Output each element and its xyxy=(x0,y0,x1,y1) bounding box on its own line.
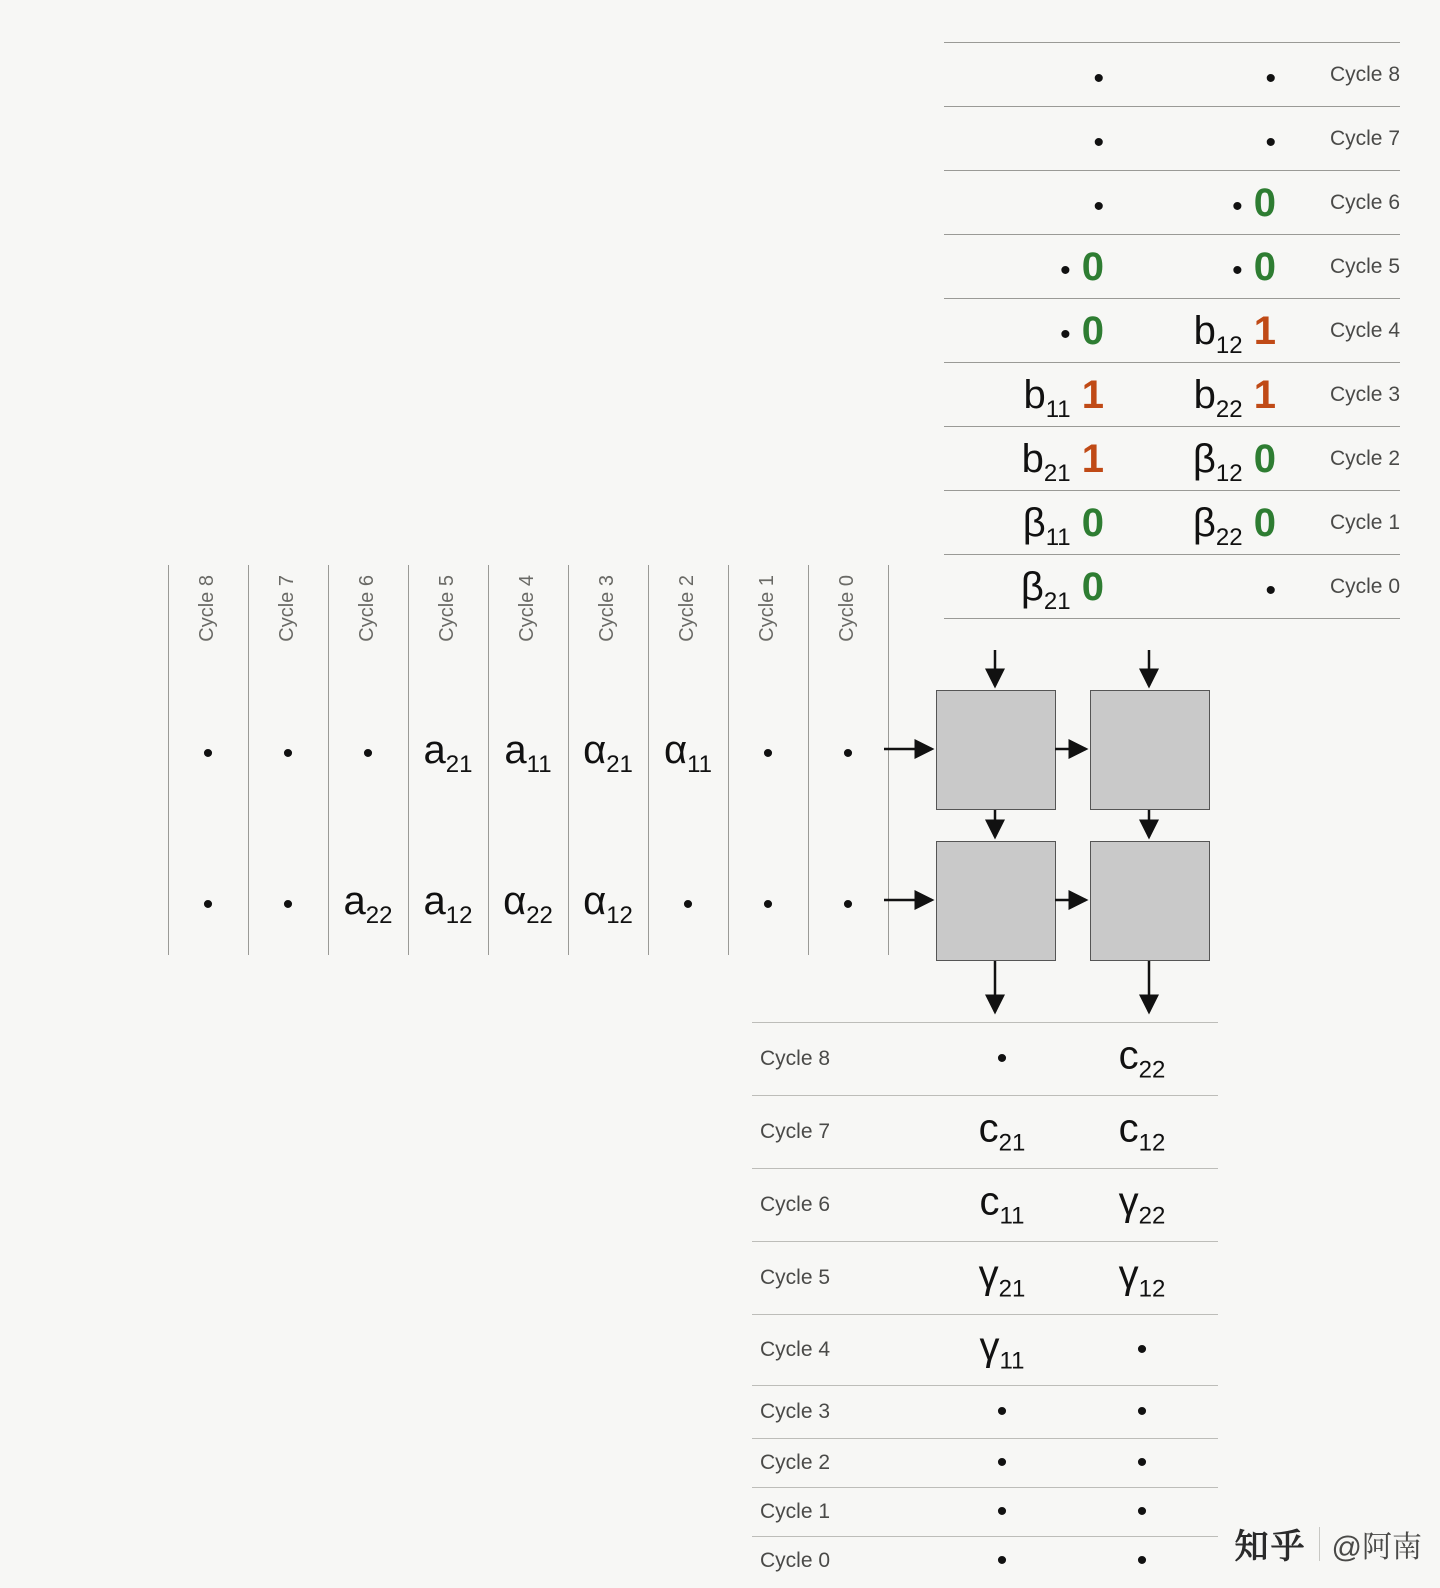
a-cycle-label: Cycle 0 xyxy=(836,575,858,642)
watermark-divider xyxy=(1319,1527,1320,1561)
c-cell-col1: • xyxy=(996,1544,1008,1577)
b-cycle-label: Cycle 6 xyxy=(1329,191,1400,214)
c-cell-col1: • xyxy=(996,1495,1008,1528)
c-cycle-label: Cycle 0 xyxy=(760,1549,831,1572)
b-table-bottom-rule xyxy=(944,618,1400,619)
c-cell-col2: • xyxy=(1136,1333,1148,1366)
a-cell-row1: • xyxy=(762,737,774,770)
a-cell-row1: • xyxy=(842,737,854,770)
c-table-row xyxy=(752,1438,1218,1487)
b-cycle-label: Cycle 1 xyxy=(1329,511,1400,534)
c-cell-col2: $c_{12}$ xyxy=(1118,1106,1166,1157)
b-cycle-label: Cycle 5 xyxy=(1329,255,1400,278)
c-cycle-label: Cycle 4 xyxy=(760,1338,831,1361)
b-cycle-label: Cycle 2 xyxy=(1329,447,1400,470)
c-cell-col2: $c_{22}$ xyxy=(1118,1033,1166,1084)
a-cell-row2: $\alpha_{12}$ xyxy=(583,879,633,929)
c-cycle-label: Cycle 7 xyxy=(760,1120,831,1143)
c-cell-col2: • xyxy=(1136,1495,1148,1528)
pe-cell-1-1 xyxy=(936,690,1056,810)
c-cycle-label: Cycle 1 xyxy=(760,1500,831,1523)
b-table-row xyxy=(944,298,1400,362)
c-cell-col1: • xyxy=(996,1395,1008,1428)
c-cycle-label: Cycle 5 xyxy=(760,1266,831,1289)
b-cell-col2: $\beta_{12}$ 0 xyxy=(1192,437,1276,487)
a-cell-row1: • xyxy=(282,737,294,770)
a-cell-row1: • xyxy=(362,737,374,770)
a-cycle-label: Cycle 5 xyxy=(436,575,458,642)
c-cell-col1: $\gamma_{21}$ xyxy=(978,1252,1026,1303)
c-cell-col1: $\gamma_{11}$ xyxy=(979,1324,1025,1375)
c-cell-col2: • xyxy=(1136,1544,1148,1577)
b-cell-col2: $b_{12}$ 1 xyxy=(1193,309,1276,359)
b-input-table xyxy=(944,42,1400,619)
c-cell-col1: $c_{21}$ xyxy=(978,1106,1026,1157)
a-cell-row2: • xyxy=(282,888,294,921)
b-table-row xyxy=(944,234,1400,298)
a-cycle-label: Cycle 8 xyxy=(196,575,218,642)
b-table-row xyxy=(944,426,1400,490)
c-table-row xyxy=(752,1022,1218,1095)
a-cell-row2: • xyxy=(682,888,694,921)
b-table-row xyxy=(944,362,1400,426)
b-cell-col2: • xyxy=(1265,574,1276,607)
c-cycle-label: Cycle 2 xyxy=(760,1451,831,1474)
c-output-table xyxy=(752,1022,1218,1585)
b-cell-col1: • 0 xyxy=(1060,245,1104,289)
a-cycle-label: Cycle 7 xyxy=(276,575,298,642)
b-cell-col1: • 0 xyxy=(1060,309,1104,353)
b-cell-col1: • xyxy=(1093,190,1104,223)
b-table-row xyxy=(944,554,1400,618)
a-cell-row2: • xyxy=(202,888,214,921)
b-cell-col2: • 0 xyxy=(1232,181,1276,225)
watermark-site: 知乎 xyxy=(1234,1528,1307,1566)
b-table-row xyxy=(944,106,1400,170)
c-table-row xyxy=(752,1385,1218,1438)
b-cell-col2: $b_{22}$ 1 xyxy=(1193,373,1276,423)
b-cell-col2: $\beta_{22}$ 0 xyxy=(1192,501,1276,551)
b-cell-col2: • xyxy=(1265,126,1276,159)
a-cell-row1: $\alpha_{21}$ xyxy=(583,728,633,778)
c-cycle-label: Cycle 8 xyxy=(760,1047,831,1070)
watermark xyxy=(1235,1519,1422,1568)
a-cycle-label: Cycle 1 xyxy=(756,575,778,642)
b-cycle-label: Cycle 7 xyxy=(1329,127,1400,150)
a-cycle-label: Cycle 3 xyxy=(596,575,618,642)
pe-cell-2-2 xyxy=(1090,841,1210,961)
b-cell-col2: • 0 xyxy=(1232,245,1276,289)
c-cell-col1: • xyxy=(996,1446,1008,1479)
c-cell-col2: $\gamma_{12}$ xyxy=(1118,1252,1166,1303)
watermark-user: @阿南 xyxy=(1331,1530,1422,1564)
a-cell-row2: $\alpha_{22}$ xyxy=(503,879,553,929)
c-table-row xyxy=(752,1241,1218,1314)
b-cell-col1: • xyxy=(1093,126,1104,159)
a-cell-row1: • xyxy=(202,737,214,770)
b-table-row xyxy=(944,490,1400,554)
a-cell-row1: $a_{21}$ xyxy=(423,728,473,778)
c-table-row xyxy=(752,1168,1218,1241)
a-cell-row2: $a_{22}$ xyxy=(343,879,393,929)
b-cycle-label: Cycle 3 xyxy=(1329,383,1400,406)
b-cell-col1: $\beta_{11}$ 0 xyxy=(1022,501,1104,551)
b-cell-col1: $b_{21}$ 1 xyxy=(1021,437,1104,487)
a-column-divider xyxy=(888,565,889,955)
b-cycle-label: Cycle 8 xyxy=(1329,63,1400,86)
b-cycle-label: Cycle 0 xyxy=(1329,575,1400,598)
c-table-row xyxy=(752,1314,1218,1385)
c-cell-col1: $c_{11}$ xyxy=(979,1179,1025,1230)
b-cell-col2: • xyxy=(1265,62,1276,95)
b-cell-col1: $\beta_{21}$ 0 xyxy=(1020,565,1104,615)
a-cycle-label: Cycle 6 xyxy=(356,575,378,642)
c-cycle-label: Cycle 3 xyxy=(760,1400,831,1423)
b-table-row xyxy=(944,42,1400,106)
a-cell-row2: • xyxy=(762,888,774,921)
pe-cell-2-1 xyxy=(936,841,1056,961)
a-cell-row2: $a_{12}$ xyxy=(423,879,473,929)
a-cycle-label: Cycle 2 xyxy=(676,575,698,642)
pe-cell-1-2 xyxy=(1090,690,1210,810)
c-cell-col2: • xyxy=(1136,1446,1148,1479)
b-cell-col1: $b_{11}$ 1 xyxy=(1023,373,1104,423)
c-cell-col2: • xyxy=(1136,1395,1148,1428)
c-table-row xyxy=(752,1487,1218,1536)
b-cell-col1: • xyxy=(1093,62,1104,95)
a-cell-row1: $a_{11}$ xyxy=(504,728,552,778)
a-cell-row1: $\alpha_{11}$ xyxy=(663,728,713,778)
a-cell-row2: • xyxy=(842,888,854,921)
a-cycle-label: Cycle 4 xyxy=(516,575,538,642)
c-cell-col2: $\gamma_{22}$ xyxy=(1118,1179,1166,1230)
c-table-row xyxy=(752,1095,1218,1168)
b-table-row xyxy=(944,170,1400,234)
c-cell-col1: • xyxy=(996,1042,1008,1075)
b-cycle-label: Cycle 4 xyxy=(1329,319,1400,342)
c-cycle-label: Cycle 6 xyxy=(760,1193,831,1216)
c-table-row xyxy=(752,1536,1218,1585)
a-input-table xyxy=(168,565,888,955)
